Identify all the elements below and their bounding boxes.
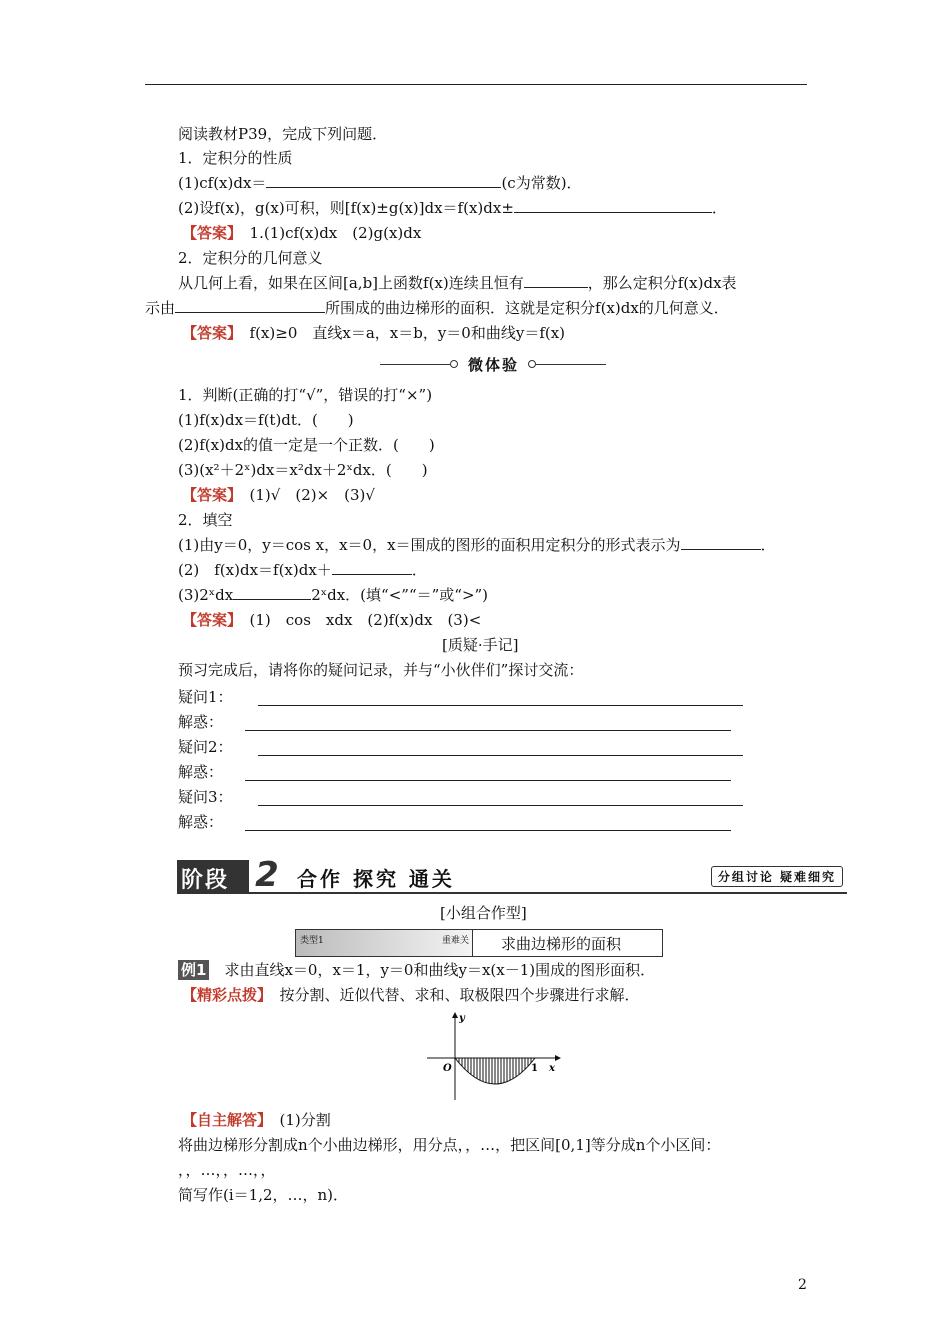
fill-item-1-end: ． — [760, 536, 776, 554]
solution-line-3: 简写作(i＝1,2，…，n)． — [178, 1186, 349, 1204]
note-writing-line[interactable] — [245, 780, 731, 781]
geometry-line-1-post: ，那么定积分f(x)dx表 — [587, 274, 737, 292]
answer-blank — [266, 173, 501, 188]
notes-answer-label: 解惑： — [178, 763, 224, 781]
answer-text: f(x)≥0 直线x＝a，x＝b，y＝0和曲线y＝f(x) — [249, 324, 566, 342]
type-title: 求曲边梯形的面积 — [501, 935, 622, 953]
answer-blank — [332, 560, 412, 575]
answer-blank — [681, 535, 761, 550]
section-title-geometry: 2．定积分的几何意义 — [178, 249, 323, 267]
property-item-2-text: (2)设f(x)，g(x)可积，则[f(x)±g(x)]dx＝f(x)dx± — [178, 199, 514, 217]
answer-label: 【答案】 — [182, 486, 235, 504]
micro-experience-heading — [380, 354, 605, 374]
answer-blank — [233, 585, 311, 600]
fill-item-3-end: 2ˣdx．(填“<”“＝”或“>”) — [311, 586, 489, 604]
property-item-1-text: (1)cf(x)dx＝ — [178, 174, 267, 192]
heading-rule-right — [536, 364, 606, 365]
geometry-line-1-pre: 从几何上看，如果在区间[a,b]上函数f(x)连续且恒有 — [178, 274, 524, 292]
shaded-region — [455, 1058, 535, 1084]
note-writing-line[interactable] — [245, 730, 731, 731]
property-item-1-note: (c为常数)． — [501, 174, 582, 192]
solution-header — [182, 1110, 331, 1130]
curve-graph — [425, 1010, 565, 1102]
judge-title: 1．判断(正确的打“√”，错误的打“×”) — [178, 386, 433, 404]
type-label: 类型1 — [300, 936, 324, 946]
hint-line — [182, 985, 640, 1005]
note-writing-line[interactable] — [258, 705, 743, 706]
stage-number: 2 — [249, 856, 285, 894]
heading-dot-left — [450, 360, 458, 368]
x-axis-arrow — [555, 1055, 561, 1061]
section-title-properties: 1．定积分的性质 — [178, 149, 293, 167]
notes-question-label: 疑问2： — [178, 738, 233, 756]
x-tick-label: 1 — [531, 1063, 538, 1074]
solution-line-2: ，，…，，…，， — [178, 1161, 276, 1179]
stage-label: 阶段 — [181, 868, 230, 893]
example-tag: 例1 — [178, 960, 209, 980]
geometry-line-1 — [178, 273, 737, 293]
answer-properties — [182, 223, 421, 243]
type-box — [295, 929, 663, 957]
answer-text: 1.(1)cf(x)dx (2)g(x)dx — [249, 224, 422, 242]
difficulty-label: 重难关 — [442, 936, 470, 946]
notes-answer-label: 解惑： — [178, 713, 224, 731]
geometry-line-2-pre: 示由 — [145, 299, 176, 317]
example-text: 求由直线x＝0，x＝1，y＝0和曲线y＝x(x－1)围成的图形面积． — [224, 961, 656, 979]
answer-label: 【答案】 — [182, 324, 235, 342]
header-rule — [145, 84, 807, 85]
judge-item-2: (2)f(x)dx的值一定是一个正数．( ) — [178, 436, 435, 454]
fill-item-3 — [178, 585, 488, 605]
fill-item-2-end: ． — [411, 561, 427, 579]
answer-geometry — [182, 323, 565, 343]
origin-label: O — [443, 1063, 452, 1074]
judge-item-1: (1)f(x)dx＝f(t)dt．( ) — [178, 411, 354, 429]
stage-banner — [177, 855, 847, 895]
answer-label: 【答案】 — [182, 224, 235, 242]
y-axis-label: y — [459, 1013, 465, 1024]
property-item-2-end: ． — [711, 199, 727, 217]
fill-title: 2．填空 — [178, 511, 233, 529]
heading-rule-left — [380, 364, 450, 365]
fill-item-3-text: (3)2ˣdx — [178, 586, 234, 604]
heading-dot-right — [528, 360, 536, 368]
group-title: [小组合作型] — [440, 904, 527, 922]
reading-intro: 阅读教材P39，完成下列问题． — [178, 125, 388, 143]
fill-item-1 — [178, 535, 776, 555]
example-line — [178, 960, 655, 980]
fill-item-1-text: (1)由y＝0，y＝cos x，x＝0，x＝围成的图形的面积用定积分的形式表示为 — [178, 536, 681, 554]
notes-title: [质疑·手记] — [442, 636, 519, 654]
micro-experience-title: 微体验 — [468, 356, 520, 374]
note-writing-line[interactable] — [258, 755, 743, 756]
solution-label: 【自主解答】 — [182, 1111, 265, 1129]
answer-blank — [524, 273, 588, 288]
notes-answer-label: 解惑： — [178, 813, 224, 831]
x-axis-label: x — [549, 1063, 555, 1074]
geometry-line-2-post: 所围成的曲边梯形的面积．这就是定积分f(x)dx的几何意义． — [325, 299, 729, 317]
hint-text: 按分割、近似代替、求和、取极限四个步骤进行求解． — [279, 986, 640, 1004]
note-writing-line[interactable] — [258, 805, 743, 806]
notes-question-label: 疑问3： — [178, 788, 233, 806]
answer-blank — [175, 298, 325, 313]
answer-fill — [182, 610, 481, 630]
answer-label: 【答案】 — [182, 611, 235, 629]
property-item-1 — [178, 173, 582, 193]
solution-step: (1)分割 — [279, 1111, 331, 1129]
judge-item-3: (3)(x²＋2ˣ)dx＝x²dx＋2ˣdx．( ) — [178, 461, 428, 479]
answer-text: (1)√ (2)× (3)√ — [249, 486, 375, 504]
answer-judge — [182, 485, 375, 505]
stage-tag: 分组讨论 疑难细究 — [711, 866, 843, 887]
notes-intro: 预习完成后，请将你的疑问记录，并与“小伙伴们”探讨交流： — [178, 661, 584, 679]
property-item-2 — [178, 198, 727, 218]
answer-blank — [514, 198, 712, 213]
fill-item-2-text: (2) f(x)dx＝f(x)dx＋ — [178, 561, 332, 579]
stage-title: 合作 探究 通关 — [297, 867, 455, 891]
fill-item-2 — [178, 560, 427, 580]
geometry-line-2 — [145, 298, 729, 318]
page-number: 2 — [798, 1277, 807, 1293]
y-axis-arrow — [452, 1012, 458, 1018]
note-writing-line[interactable] — [245, 830, 731, 831]
solution-line-1: 将曲边梯形分割成n个小曲边梯形，用分点，，…，把区间[0,1]等分成n个小区间： — [178, 1136, 721, 1154]
hint-label: 【精彩点拨】 — [182, 986, 265, 1004]
notes-question-label: 疑问1： — [178, 688, 233, 706]
answer-text: (1) cos xdx (2)f(x)dx (3)< — [249, 611, 482, 629]
type-box-divider — [472, 930, 473, 956]
stage-underline — [177, 892, 847, 894]
